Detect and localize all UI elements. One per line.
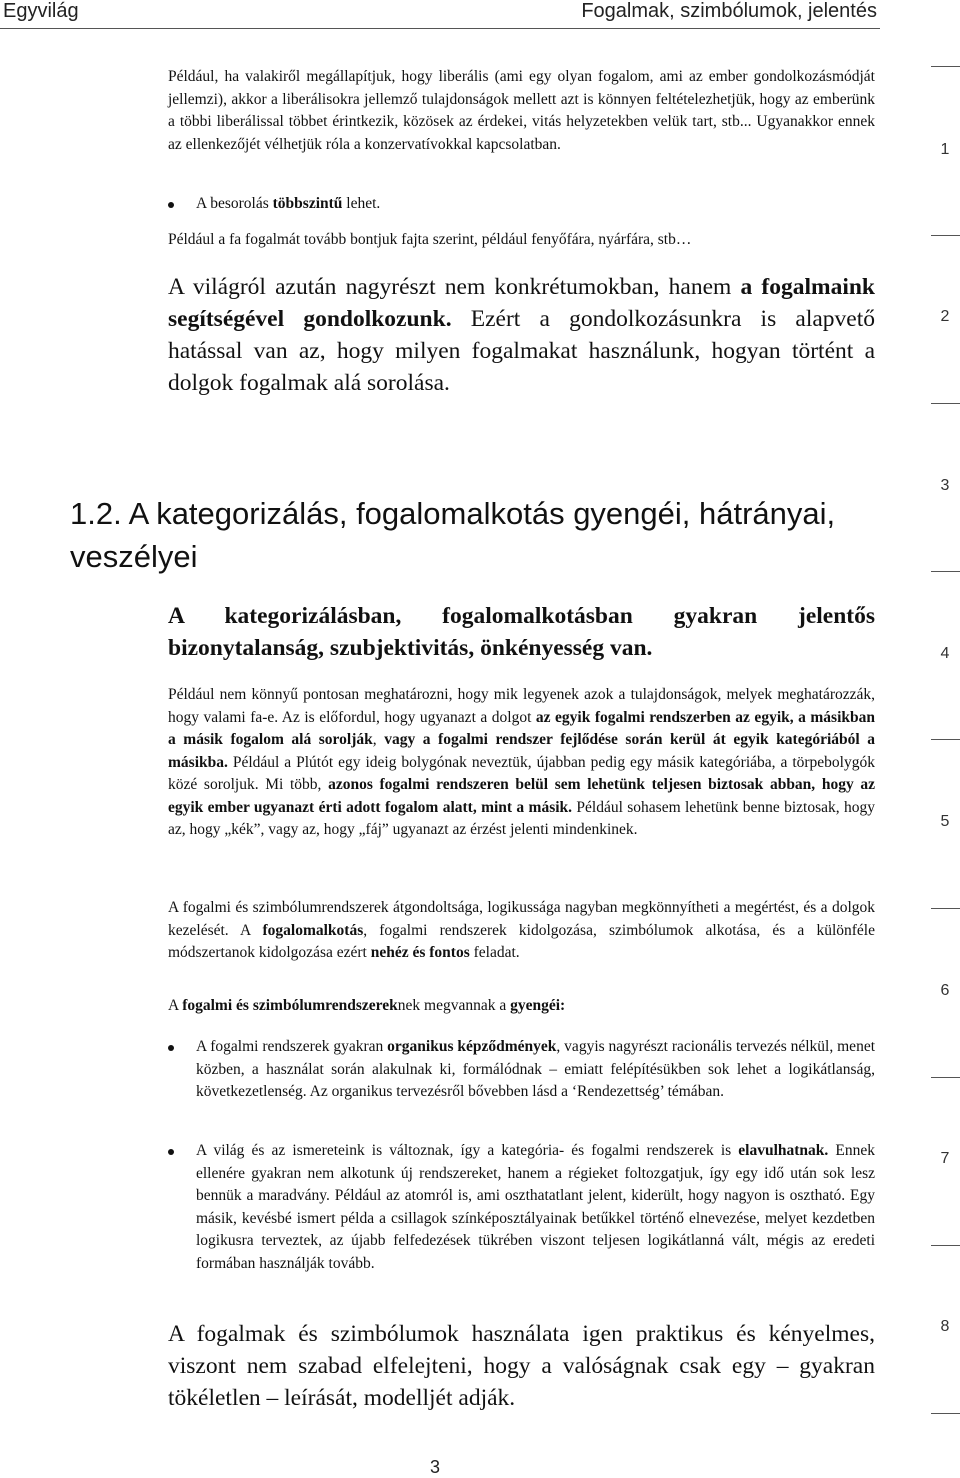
bullet-icon — [168, 1149, 174, 1155]
bullet-icon — [168, 1045, 174, 1051]
margin-number: 3 — [940, 477, 950, 494]
header-right-title: Fogalmak, szimbólumok, jelentés — [581, 0, 877, 22]
margin-rule — [931, 1077, 960, 1078]
margin-rule — [931, 571, 960, 572]
bullet-text: A fogalmi rendszerek gyakran organikus képződmények, vagyis nagyrészt racionális tervezés nélkül, menet közben, a használat során alakulnak ki, formálódnak – emiatt felépítésükben sok lehet a logikátlanság, következetlenség. Az organikus tervezésről bővebben lásd a ‘Rendezettség’ témában. — [196, 1038, 875, 1100]
bullet-item-multilevel — [168, 193, 875, 216]
paragraph-uncertainty — [168, 600, 875, 664]
page-header — [0, 0, 880, 29]
margin-number: 1 — [940, 141, 950, 158]
page-number: 3 — [430, 1457, 441, 1477]
bullet-item-obsolete — [168, 1140, 875, 1275]
bullet-item-organic — [168, 1036, 875, 1104]
margin-rule — [931, 1245, 960, 1246]
margin-rule — [931, 739, 960, 740]
paragraph-conclusion — [168, 1318, 875, 1414]
paragraph-world-concepts — [168, 271, 875, 399]
margin-rule — [931, 908, 960, 909]
paragraph-text: A fogalmi és szimbólumrendszerek átgondoltsága, logikussága nagyban megkönnyítheti a megértést, és a dolgok kezelését. A fogalomalkotás, fogalmi rendszerek kidolgozása, szimbólumok alkotása, és a különféle módszertanok kidolgozása ezért nehéz és fontos feladat. — [168, 899, 875, 961]
paragraph-text: Például a fa fogalmát tovább bontjuk fajta szerint, például fenyőfára, nyárfára, stb… — [168, 231, 692, 248]
paragraph-tree-example — [168, 229, 875, 252]
header-left-title: Egyvilág — [3, 0, 79, 22]
paragraph-liberal-example — [168, 66, 875, 156]
section-heading: 1.2. A kategorizálás, fogalomalkotás gyengéi, hátrányai, veszélyei — [70, 496, 836, 574]
bullet-text: A besorolás többszintű lehet. — [196, 195, 381, 212]
bullet-icon — [168, 202, 174, 208]
margin-rule — [931, 1413, 960, 1414]
paragraph-text: A fogalmak és szimbólumok használata igen praktikus és kényelmes, viszont nem szabad elfelejteni, hogy a valóságnak csak egy – gyakran tökéletlen – leírását, modelljét adják. — [168, 1321, 875, 1411]
margin-rule — [931, 66, 960, 67]
margin-number: 8 — [940, 1318, 950, 1335]
paragraph-text: A világról azután nagyrészt nem konkrétumokban, hanem a fogalmaink segítségével gondolkozunk. Ezért a gondolkozásunkra is alapvető hatással van az, hogy milyen fogalmakat használunk, hogyan történt a dolgok fogalmak alá sorolása. — [168, 274, 875, 396]
margin-number: 2 — [940, 308, 950, 325]
margin-number: 6 — [940, 982, 950, 999]
paragraph-text: Például nem könnyű pontosan meghatározni, hogy mik legyenek azok a tulajdonságok, melyek meghatározzák, hogy valami fa-e. Az is előfordul, hogy ugyanazt a dolgot az egyik fogalmi rendszerben az egyik, a másikban a másik fogalom alá sorolják, vagy a fogalmi rendszer fejlődése során kerül át egyik kategóriából a másikba. Például a Plútót egy ideig bolygónak neveztük, újabban pedig egy másik kategóriába, a törpebolygók közé soroljuk. Mi több, azonos fogalmi rendszeren belül sem lehetünk teljesen biztosak abban, hogy az egyik ember ugyanazt érti adott fogalom alatt, mint a másik. Például sohasem lehetünk benne biztosak, hogy az, hogy „kék”, vagy az, hogy „fáj” ugyanazt az érzést jelenti mindenkinek. — [168, 686, 876, 838]
margin-rule — [931, 235, 960, 236]
margin-rule — [931, 403, 960, 404]
paragraph-text: A kategorizálásban, fogalomalkotásban gyakran jelentős bizonytalanság, szubjektivitás, önkényesség van. — [168, 603, 875, 661]
paragraph-text: A fogalmi és szimbólumrendszereknek megvannak a gyengéi: — [168, 997, 566, 1014]
paragraph-weaknesses-intro — [168, 995, 875, 1018]
margin-number: 5 — [940, 813, 950, 830]
margin-number: 7 — [940, 1150, 950, 1167]
margin-number: 4 — [940, 645, 950, 662]
paragraph-text: Például, ha valakiről megállapítjuk, hogy liberális (ami egy olyan fogalom, ami az ember gondolkozásmódját jellemzi), akkor a liberálisokra jellemző tulajdonságok mellett azt is könnyen feltételezhetjük, hogy az emberünk a többi liberálissal többet érintkezik, közösek az érdekei, vitás helyzetekben velük tart, stb... Ugyanakkor ennek az ellenkezőjét vélhetjük róla a konzervatívokkal kapcsolatban. — [168, 68, 875, 153]
bullet-text: A világ és az ismereteink is változnak, így a kategória- és fogalmi rendszerek is elavulhatnak. Ennek ellenére gyakran nem alkotunk új rendszereket, hanem a régieket foltozgatjuk, így egy idő után sok lesz bennük a maradvány. Például az atomról is, ami oszthatatlant jelent, kiderült, hogy nagyon is osztható. Egy másik, kevésbé ismert példa a csillagok színképosztályainak betűkkel történő elnevezése, melyet kezdetben logikusra terveztek, az újabb felfedezések tükrében viszont teljesen logikátlanná vált, mégis az eredeti formában használják tovább. — [196, 1142, 875, 1272]
paragraph-concept-systems — [168, 897, 875, 965]
paragraph-tree-definition — [168, 684, 875, 842]
